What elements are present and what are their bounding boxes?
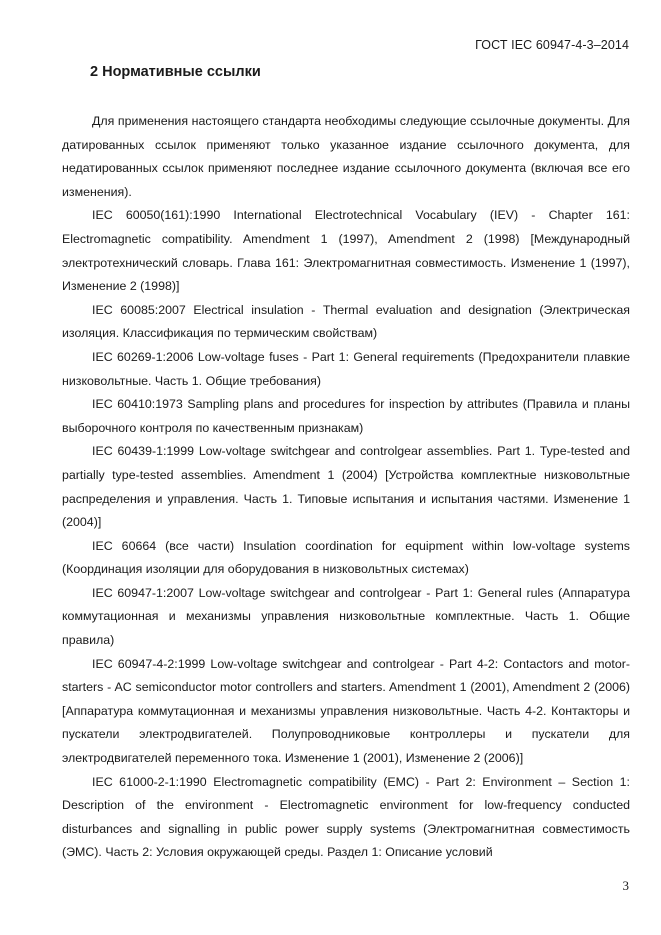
intro-paragraph: Для применения настоящего стандарта необходимы следующие ссылочные документы. Для датированных ссылок применяют только указанное издание ссылочного документа, для недатированных ссылок применяют последнее издание ссылочного документа (включая все его изменения). xyxy=(62,114,630,199)
reference-iec-60410: IEC 60410:1973 Sampling plans and procedures for inspection by attributes (Правила и планы выборочного контроля по качественным признакам) xyxy=(62,397,630,435)
reference-iec-60085: IEC 60085:2007 Electrical insulation - Thermal evaluation and designation (Электрическая изоляция. Классификация по термическим свойствам) xyxy=(62,302,630,341)
reference-iec-60050: IEC 60050(161):1990 International Electrotechnical Vocabulary (IEV) - Chapter 161: Electromagnetic compatibility. Amendment 1 (1997), Amendment 2 (1998) [Международный электротехнический словарь. Глава 161: Электромагнитная совместимость. Изменение 1 (1997), Изменение 2 (1998)] xyxy=(62,208,630,294)
section-title: 2 Нормативные ссылки xyxy=(90,64,261,80)
reference-iec-60947-4-2: IEC 60947-4-2:1999 Low-voltage switchgear and controlgear - Part 4-2: Contactors and motor-starters - AC semiconductor motor controllers and starters. Amendment 1 (2001), Amendment 2 (2006) [Аппаратура коммутационная и механизмы управления низковольтные. Часть 4-2. Контакторы и пускатели электродвигателей. Полупроводниковые контроллеры и пускатели для электродвигателей переменного тока. Изменение 1 (2001), Изменение 2 (2006)] xyxy=(62,656,630,766)
page-number: 3 xyxy=(622,878,629,893)
reference-iec-60947-1: IEC 60947-1:2007 Low-voltage switchgear and controlgear - Part 1: General rules (Аппаратура коммутационная и механизмы управления низковольтные комплектные. Часть 1. Общие правила) xyxy=(62,585,630,648)
reference-iec-61000-2-1: IEC 61000-2-1:1990 Electromagnetic compatibility (EMC) - Part 2: Environment – Section 1: Description of the environment - Electromagnetic environment for low-frequency conducted disturbances and signalling in public power supply systems (Электромагнитная совместимость (ЭМС). Часть 2: Условия окружающей среды. Раздел 1: Описание условий xyxy=(62,774,630,860)
document-header-standard-id: ГОСТ IEC 60947-4-3–2014 xyxy=(475,38,629,52)
reference-iec-60269-1: IEC 60269-1:2006 Low-voltage fuses - Part 1: General requirements (Предохранители плавкие низковольтные. Часть 1. Общие требования) xyxy=(62,349,630,388)
reference-iec-60664: IEC 60664 (все части) Insulation coordination for equipment within low-voltage systems (Координация изоляции для оборудования в низковольтных системах) xyxy=(62,538,630,577)
normative-references-body xyxy=(62,110,630,865)
reference-iec-60439-1: IEC 60439-1:1999 Low-voltage switchgear and controlgear assemblies. Part 1. Type-tested and partially type-tested assemblies. Amendment 1 (2004) [Устройства комплектные низковольтные распределения и управления. Часть 1. Типовые испытания и испытания частями. Изменение 1 (2004)] xyxy=(62,444,630,530)
